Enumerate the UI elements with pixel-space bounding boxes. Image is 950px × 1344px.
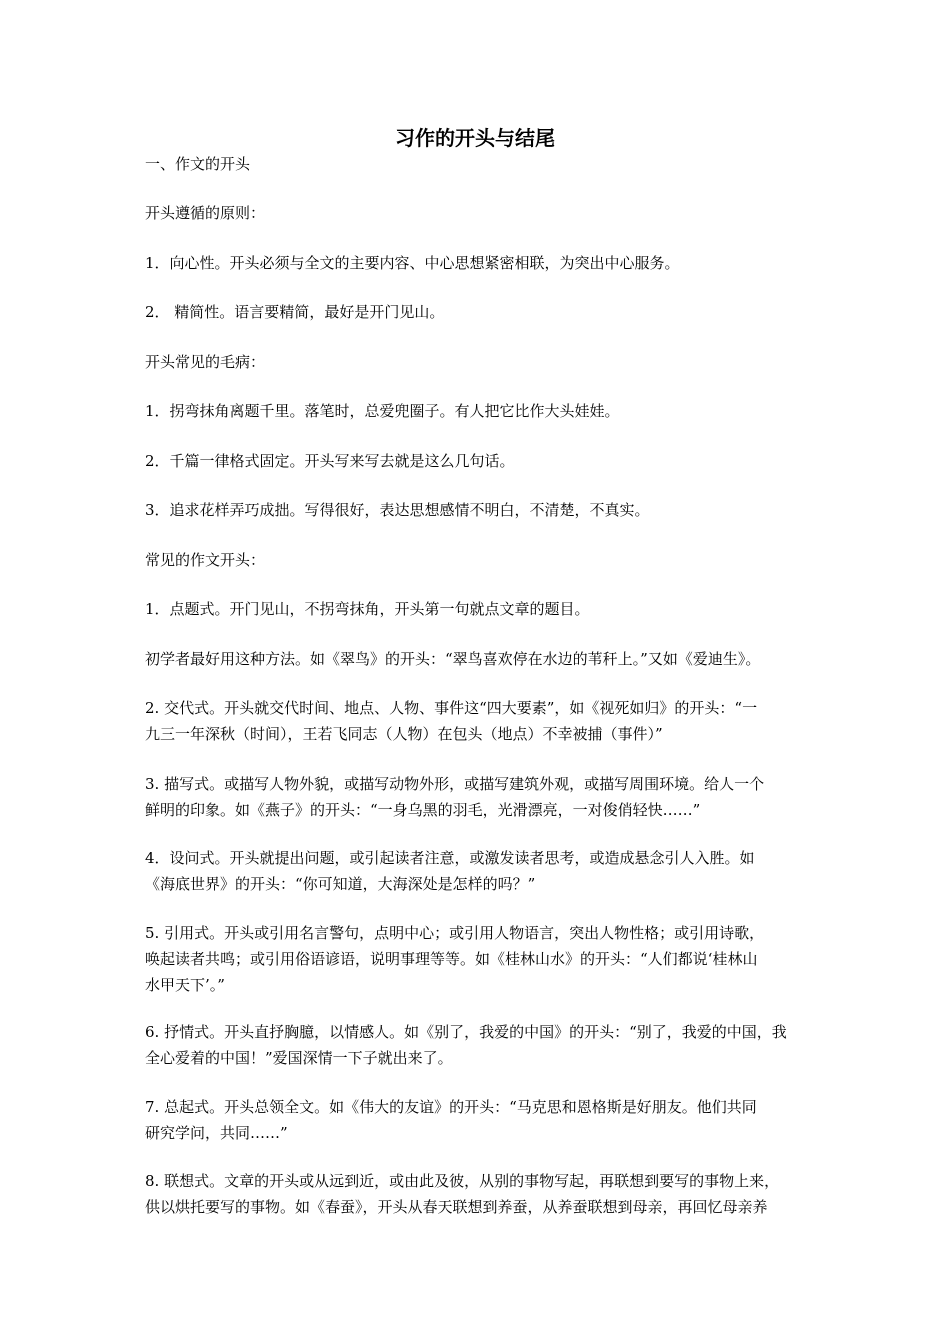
- opening-type-paragraph: [145, 596, 825, 622]
- paragraph-line: 1．点题式。开门见山，不拐弯抹角，开头第一句就点文章的题目。: [145, 600, 590, 618]
- opening-type-paragraph: [145, 646, 825, 672]
- opening-type-paragraph: [145, 920, 825, 998]
- principle-item: 1．向心性。开头必须与全文的主要内容、中心思想紧密相联，为突出中心服务。: [145, 254, 680, 272]
- paragraph-line: 水甲天下’。”: [145, 976, 225, 994]
- opening-type-paragraph: [145, 1019, 825, 1071]
- types-heading: 常见的作文开头：: [145, 551, 266, 569]
- paragraph-line: 5. 引用式。开头或引用名言警句，点明中心；或引用人物语言，突出人物性格；或引用诗歌，: [145, 924, 765, 942]
- opening-type-paragraph: [145, 845, 825, 897]
- faults-heading: 开头常见的毛病：: [145, 353, 266, 371]
- paragraph-line: 《海底世界》的开头：“你可知道，大海深处是怎样的吗？”: [145, 875, 536, 893]
- paragraph-line: 4．设问式。开头就提出问题，或引起读者注意，或激发读者思考，或造成悬念引人入胜。如: [145, 849, 755, 867]
- principles-heading: 开头遵循的原则：: [145, 204, 266, 222]
- opening-type-paragraph: [145, 771, 825, 823]
- paragraph-line: 九三一年深秋（时间），王若飞同志（人物）在包头（地点）不幸被捕（事件）”: [145, 725, 663, 743]
- paragraph-line: 6. 抒情式。开头直抒胸臆，以情感人。如《别了，我爱的中国》的开头：“别了，我爱的中国，我: [145, 1023, 787, 1041]
- section-heading: 一、作文的开头: [145, 155, 251, 173]
- fault-item: 3．追求花样弄巧成拙。写得很好，表达思想感情不明白，不清楚，不真实。: [145, 501, 650, 519]
- fault-item: 2．千篇一律格式固定。开头写来写去就是这么几句话。: [145, 452, 515, 470]
- opening-type-paragraph: [145, 695, 825, 747]
- paragraph-line: 8. 联想式。文章的开头或从远到近，或由此及彼，从别的事物写起，再联想到要写的事物上来，: [145, 1172, 780, 1190]
- paragraph-line: 7. 总起式。开头总领全文。如《伟大的友谊》的开头：“马克思和恩格斯是好朋友。他们共同: [145, 1098, 757, 1116]
- paragraph-line: 2. 交代式。开头就交代时间、地点、人物、事件这“四大要素”，如《视死如归》的开头：“一: [145, 699, 758, 717]
- principle-item: 2． 精简性。语言要精简，最好是开门见山。: [145, 303, 445, 321]
- paragraph-line: 初学者最好用这种方法。如《翠鸟》的开头：“翠鸟喜欢停在水边的苇秆上。”又如《爱迪生》。: [145, 650, 761, 668]
- paragraph-line: 唤起读者共鸣；或引用俗语谚语，说明事理等等。如《桂林山水》的开头：“人们都说‘桂林山: [145, 950, 758, 968]
- opening-type-paragraph: [145, 1094, 825, 1146]
- paragraph-line: 全心爱着的中国！”爱国深情一下子就出来了。: [145, 1049, 453, 1067]
- paragraph-line: 3. 描写式。或描写人物外貌，或描写动物外形，或描写建筑外观，或描写周围环境。给人一个: [145, 775, 765, 793]
- fault-item: 1．拐弯抹角离题千里。落笔时，总爱兜圈子。有人把它比作大头娃娃。: [145, 402, 620, 420]
- paragraph-line: 供以烘托要写的事物。如《春蚕》，开头从春天联想到养蚕，从养蚕联想到母亲，再回忆母亲养: [145, 1198, 768, 1216]
- paragraph-line: 鲜明的印象。如《燕子》的开头：“一身乌黑的羽毛，光滑漂亮，一对俊俏轻快……”: [145, 801, 701, 819]
- document-title: 习作的开头与结尾: [395, 126, 555, 150]
- paragraph-line: 研究学问，共同……”: [145, 1124, 288, 1142]
- opening-type-paragraph: [145, 1168, 825, 1220]
